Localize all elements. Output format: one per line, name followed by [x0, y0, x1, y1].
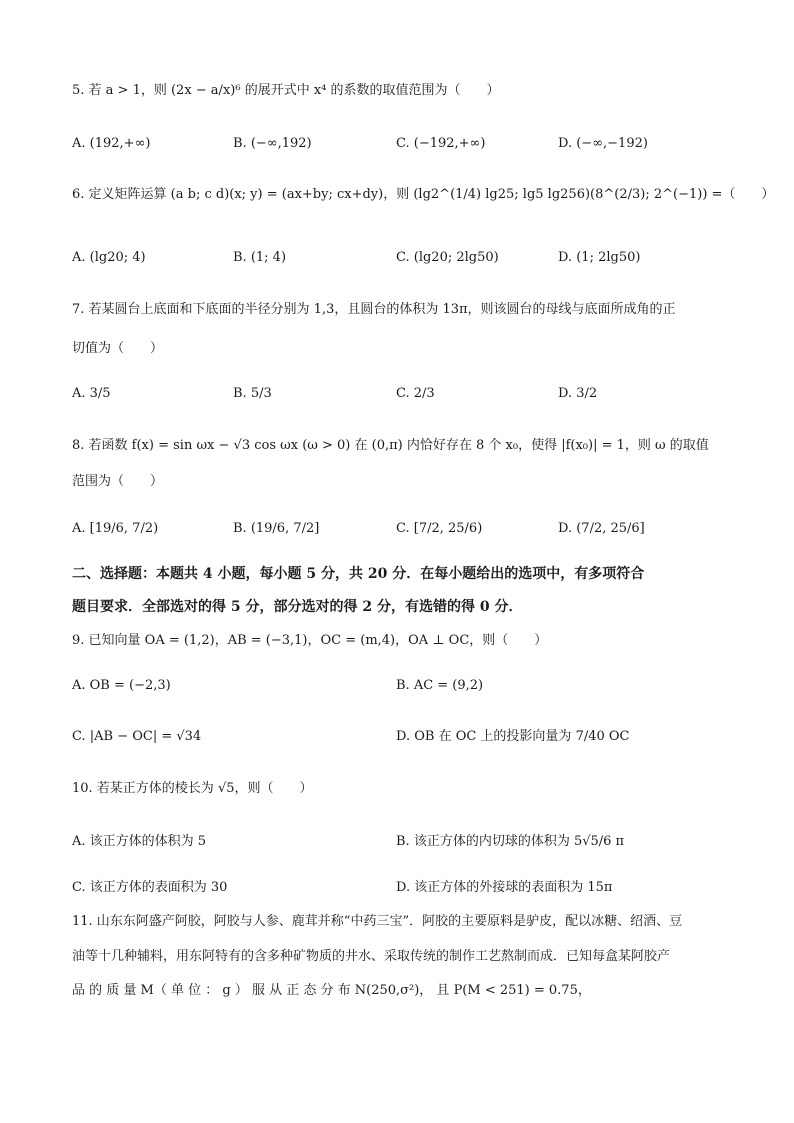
q11-stem-line3: 品 的 质 量 M（ 单 位 ： g ） 服 从 正 态 分 布 N(250,σ²)， 且 P(M < 251) = 0.75，: [72, 983, 591, 998]
q9-option-d: D. OB 在 OC 上的投影向量为 7/40 OC: [396, 729, 630, 744]
q10-option-b: B. 该正方体的内切球的体积为 5√5/6 π: [396, 834, 625, 849]
q6-option-a: A. (lg20; 4): [72, 250, 146, 265]
q6-option-b: B. (1; 4): [233, 250, 287, 265]
q5-option-b: B. (−∞,192): [233, 136, 312, 151]
q5-option-a: A. (192,+∞): [72, 136, 151, 151]
q8-stem-line2: 范围为（ ）: [72, 474, 164, 489]
q8-option-c: C. [7/2, 25/6): [396, 521, 483, 536]
q5-option-d: D. (−∞,−192): [558, 136, 648, 151]
q8-option-d: D. (7/2, 25/6]: [558, 521, 645, 536]
q11-stem-line2: 油等十几种辅料，用东阿特有的含多种矿物质的井水、采取传统的制作工艺熬制而成．已知每盒某阿胶产: [72, 949, 671, 964]
q5-stem: 5. 若 a > 1，则 (2x − a/x)⁶ 的展开式中 x⁴ 的系数的取值范围为（ ）: [72, 83, 500, 98]
q5-option-c: C. (−192,+∞): [396, 136, 486, 151]
section2-header-line2: 题目要求．全部选对的得 5 分，部分选对的得 2 分，有选错的得 0 分．: [72, 599, 523, 615]
q8-stem-line1: 8. 若函数 f(x) = sin ωx − √3 cos ωx (ω > 0) 在 (0,π) 内恰好存在 8 个 x₀，使得 |f(x₀)| = 1，则 ω 的取值: [72, 438, 709, 453]
q9-option-a: A. OB = (−2,3): [72, 678, 171, 693]
q9-option-b: B. AC = (9,2): [396, 678, 484, 693]
q7-option-b: B. 5/3: [233, 386, 272, 401]
q10-stem: 10. 若某正方体的棱长为 √5，则（ ）: [72, 781, 313, 796]
q8-option-a: A. [19/6, 7/2): [72, 521, 159, 536]
q6-option-c: C. (lg20; 2lg50): [396, 250, 499, 265]
q6-option-d: D. (1; 2lg50): [558, 250, 641, 265]
q6-stem: 6. 定义矩阵运算 (a b; c d)(x; y) = (ax+by; cx+dy)，则 (lg2^(1/4) lg25; lg5 lg256)(8^(2/3); 2^(−1)) =（ ）: [72, 187, 775, 202]
q7-stem-line1: 7. 若某圆台上底面和下底面的半径分别为 1,3，且圆台的体积为 13π，则该圆台的母线与底面所成角的正: [72, 302, 676, 317]
q7-option-a: A. 3/5: [72, 386, 111, 401]
q7-option-c: C. 2/3: [396, 386, 435, 401]
q7-option-d: D. 3/2: [558, 386, 598, 401]
q10-option-d: D. 该正方体的外接球的表面积为 15π: [396, 880, 613, 895]
q7-stem-line2: 切值为（ ）: [72, 341, 164, 356]
q9-stem: 9. 已知向量 OA = (1,2)，AB = (−3,1)，OC = (m,4)，OA ⊥ OC，则（ ）: [72, 633, 548, 648]
section2-header-line1: 二、选择题：本题共 4 小题，每小题 5 分，共 20 分．在每小题给出的选项中，有多项符合: [72, 566, 645, 582]
q8-option-b: B. (19/6, 7/2]: [233, 521, 320, 536]
q10-option-c: C. 该正方体的表面积为 30: [72, 880, 228, 895]
q11-stem-line1: 11. 山东东阿盛产阿胶，阿胶与人参、鹿茸并称“中药三宝”．阿胶的主要原料是驴皮，配以冰糖、绍酒、豆: [72, 914, 683, 929]
q10-option-a: A. 该正方体的体积为 5: [72, 834, 207, 849]
q9-option-c: C. |AB − OC| = √34: [72, 729, 202, 744]
